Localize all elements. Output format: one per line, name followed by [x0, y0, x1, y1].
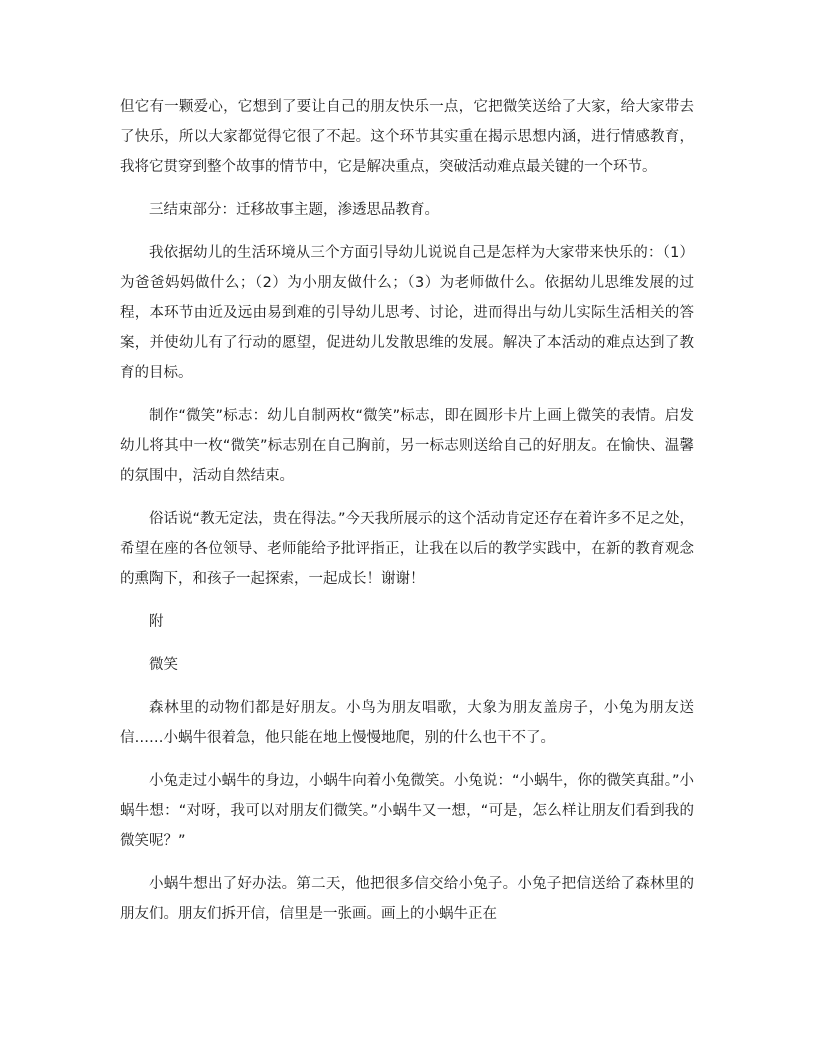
story-paragraph-2: 小兔走过小蜗牛的身边，小蜗牛向着小兔微笑。小兔说：“小蜗牛，你的微笑真甜。”小蜗牛想：“对呀，我可以对朋友们微笑。”小蜗牛又一想，“可是，怎么样让朋友们看到我的微笑呢？” — [120, 773, 694, 849]
document-page — [120, 92, 694, 929]
section-heading-ending-part: 三结束部分：迁移故事主题，渗透思品教育。 — [149, 202, 439, 218]
paragraph-smile-badge: 制作“微笑”标志：幼儿自制两枚“微笑”标志，即在圆形卡片上画上微笑的表情。启发幼儿将其中一枚“微笑”标志别在自己胸前，另一标志则送给自己的好朋友。在愉快、温馨的氛围中，活动自然结束。 — [120, 408, 694, 484]
paragraph-guidance: 我依据幼儿的生活环境从三个方面引导幼儿说说自己是怎样为大家带来快乐的：（1）为爸爸妈妈做什么；（2）为小朋友做什么；（3）为老师做什么。依据幼儿思维发展的过程，本环节由近及远由易到难的引导幼儿思考、讨论，进而得出与幼儿实际生活相关的答案，并使幼儿有了行动的愿望，促进幼儿发散思维的发展。解决了本活动的难点达到了教育的目标。 — [120, 245, 694, 381]
paragraph-intro-continuation: 但它有一颗爱心，它想到了要让自己的朋友快乐一点，它把微笑送给了大家，给大家带去了快乐，所以大家都觉得它很了不起。这个环节其实重在揭示思想内涵，进行情感教育，我将它贯穿到整个故事的情节中，它是解决重点，突破活动难点最关键的一个环节。 — [120, 99, 694, 175]
appendix-label: 附 — [149, 614, 164, 630]
story-paragraph-1: 森林里的动物们都是好朋友。小鸟为朋友唱歌，大象为朋友盖房子，小兔为朋友送信……小蜗牛很着急，他只能在地上慢慢地爬，别的什么也干不了。 — [120, 700, 694, 746]
story-title: 微笑 — [149, 657, 178, 673]
story-paragraph-3: 小蜗牛想出了好办法。第二天，他把很多信交给小兔子。小兔子把信送给了森林里的朋友们。朋友们拆开信，信里是一张画。画上的小蜗牛正在 — [120, 876, 694, 922]
paragraph-closing-remarks: 俗话说“教无定法，贵在得法。”今天我所展示的这个活动肯定还存在着许多不足之处，希望在座的各位领导、老师能给予批评指正，让我在以后的教学实践中，在新的教育观念的熏陶下，和孩子一起探索，一起成长！谢谢！ — [120, 511, 694, 587]
